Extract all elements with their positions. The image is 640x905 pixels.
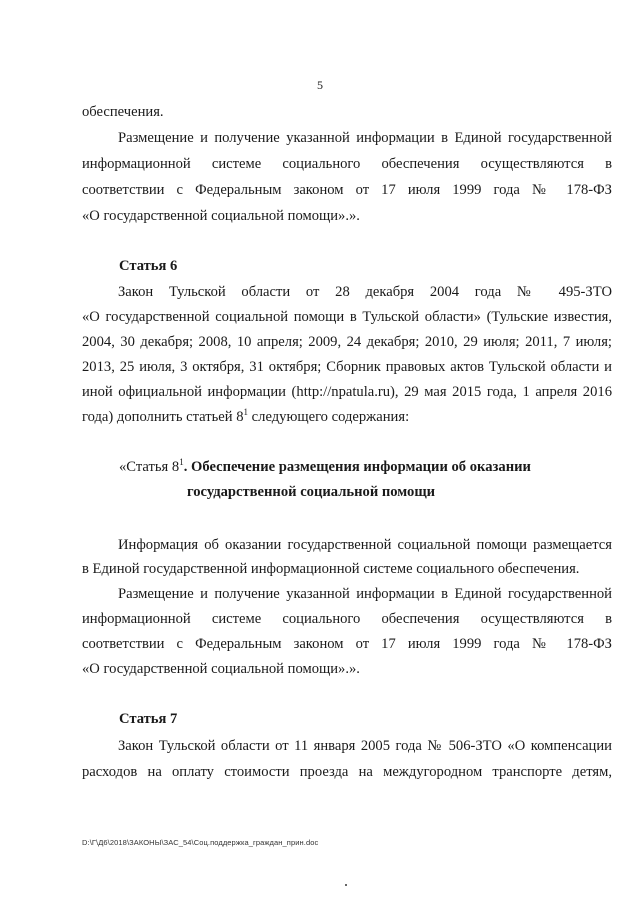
- text-line: соответствии с Федеральным законом от 17 июля 1999 года № 178-ФЗ: [82, 182, 612, 198]
- text-line: информационной системе социального обеспечения осуществляются в: [82, 156, 612, 172]
- text-line: 2004, 30 декабря; 2008, 10 апреля; 2009, 24 декабря; 2010, 29 июля; 2011, 7 июля;: [82, 334, 612, 350]
- text-line: Закон Тульской области от 28 декабря 2004 года № 495-ЗТО: [118, 284, 612, 300]
- text-line: Размещение и получение указанной информации в Единой государственной: [118, 130, 612, 146]
- article-8-1-title: «Статья $8^1$. Обеспечение размещения информации об оказании: [119, 457, 531, 475]
- text-line: Информация об оказании государственной социальной помощи размещается: [118, 537, 612, 553]
- text-line: соответствии с Федеральным законом от 17 июля 1999 года № 178-ФЗ: [82, 636, 612, 652]
- text-line: «О государственной социальной помощи».».: [82, 208, 360, 224]
- page-number: 5: [317, 78, 323, 92]
- article-8-1-title-line2: государственной социальной помощи: [187, 484, 436, 500]
- text-line: Закон Тульской области от 11 января 2005 года № 506-ЗТО «О компенсации: [118, 738, 612, 754]
- superscript: 1: [243, 407, 249, 418]
- scan-speck: [345, 884, 347, 886]
- article-7-heading: Статья 7: [119, 711, 178, 727]
- text-line: информационной системе социального обеспечения осуществляются в: [82, 611, 612, 627]
- text-line: Размещение и получение указанной информации в Единой государственной: [118, 586, 612, 602]
- text-line: обеспечения.: [82, 104, 164, 120]
- text-line: «О государственной социальной помощи в Тульской области» (Тульские известия,: [82, 309, 612, 325]
- text-line: «О государственной социальной помощи».».: [82, 661, 360, 677]
- article-6-heading: Статья 6: [119, 258, 178, 274]
- text-line: года) дополнить статьей $8^1$ следующего содержания:: [82, 407, 410, 425]
- text-line: иной официальной информации (http://npatula.ru), 29 мая 2015 года, 1 апреля 2016: [82, 384, 612, 400]
- superscript: 1: [179, 457, 184, 468]
- footer-file-path: D:\Г\Д6\2018\ЗАКОНЫ\ЗАС_54\Соц.поддержка_граждан_прин.doc: [82, 838, 319, 847]
- text-line: в Единой государственной информационной системе социального обеспечения.: [82, 561, 580, 577]
- text-line: 2013, 25 июля, 3 октября, 31 октября; Сборник правовых актов Тульской области и: [82, 359, 612, 375]
- text-line: расходов на оплату стоимости проезда на междугородном транспорте детям,: [82, 764, 612, 780]
